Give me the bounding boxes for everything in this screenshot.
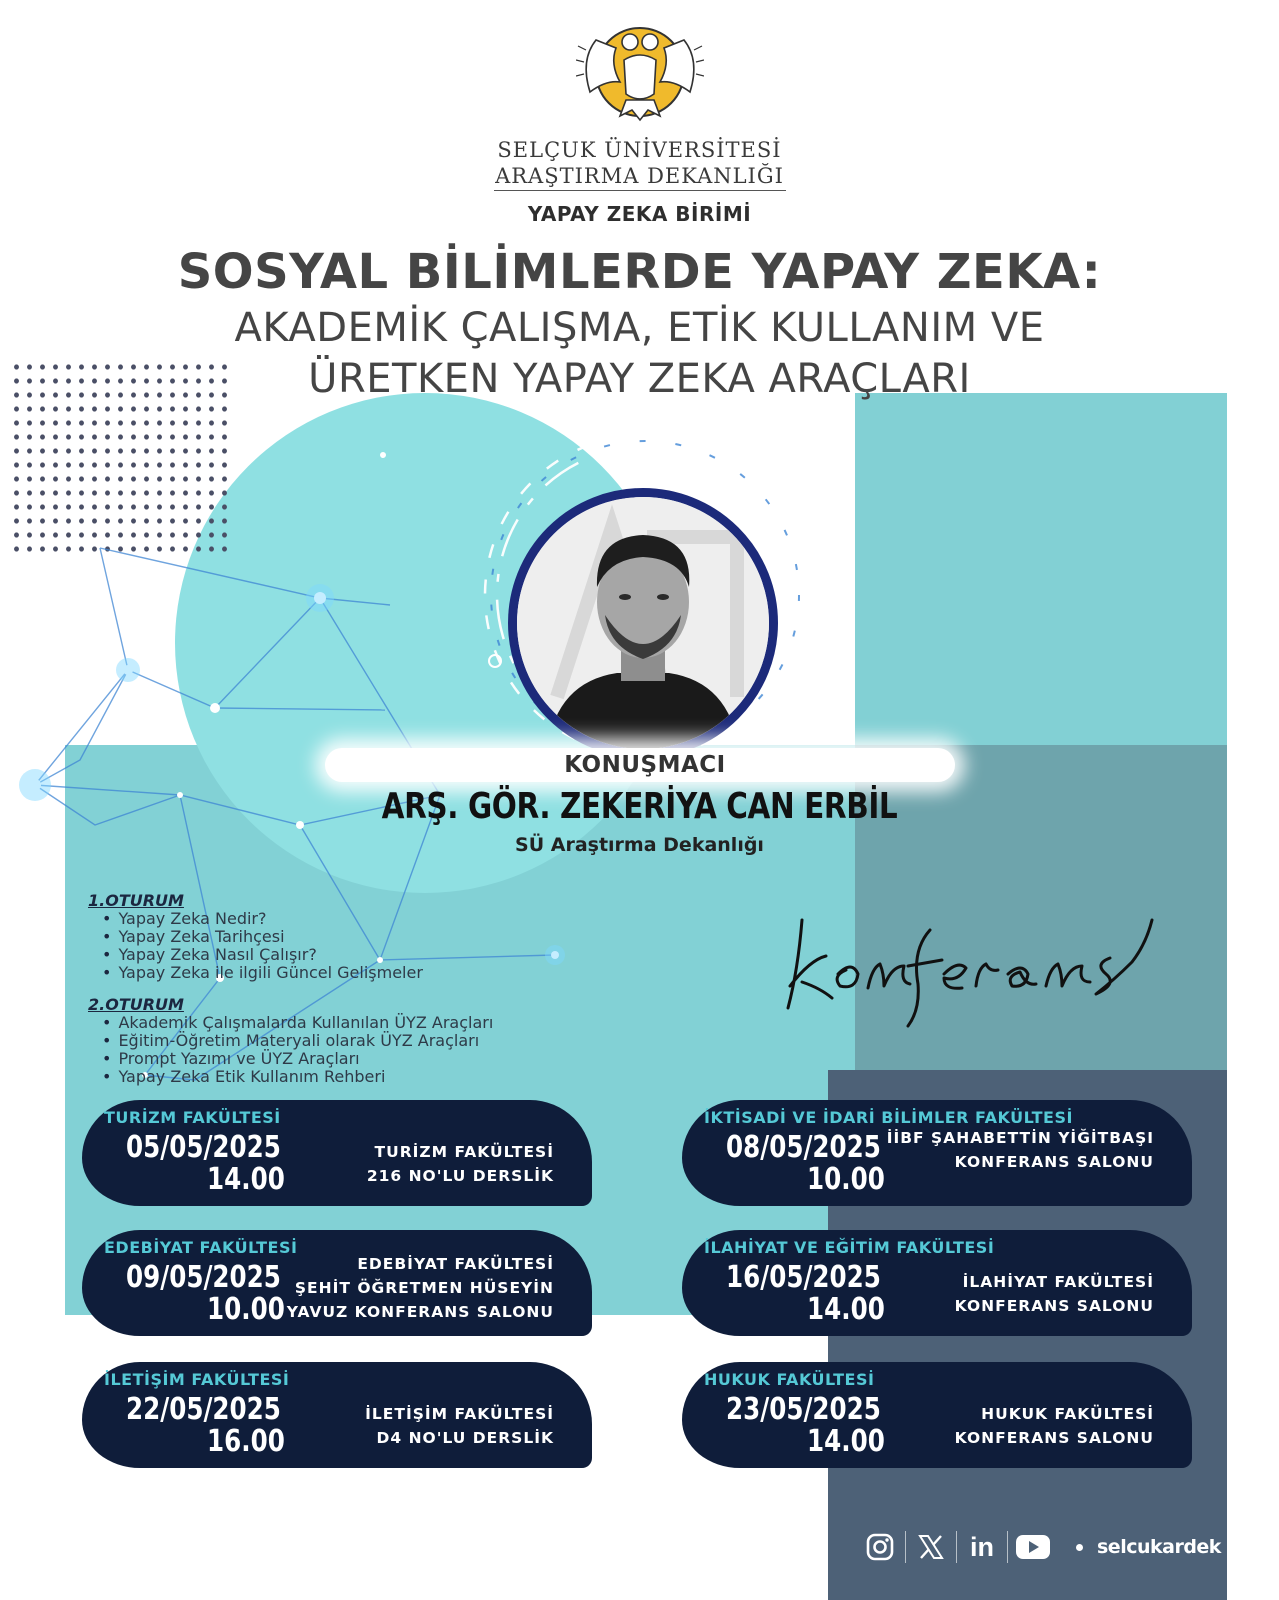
event-card-iletisim (82, 1362, 592, 1468)
event-venue (887, 1126, 1154, 1174)
venue-line: İLAHİYAT FAKÜLTESİ (962, 1273, 1154, 1291)
session-topic: • Yapay Zeka Etik Kullanım Rehberi (102, 1068, 493, 1086)
event-venue (367, 1140, 554, 1188)
session-topic: • Eğitim-Öğretim Materyali olarak ÜYZ Araçları (102, 1032, 493, 1050)
event-time: 10.00 (207, 1292, 285, 1327)
event-date: 09/05/2025 (126, 1260, 281, 1295)
session-topic: • Yapay Zeka Tarihçesi (102, 928, 423, 946)
event-date: 22/05/2025 (126, 1392, 281, 1427)
speaker-name: ARŞ. GÖR. ZEKERİYA CAN ERBİL (381, 786, 898, 827)
event-date: 05/05/2025 (126, 1130, 281, 1165)
event-time: 14.00 (207, 1162, 285, 1197)
header-divider (494, 190, 786, 191)
session-topic: • Akademik Çalışmalarda Kullanılan ÜYZ Araçları (102, 1014, 493, 1032)
venue-line: İİBF ŞAHABETTİN YİĞİTBAŞI (886, 1129, 1154, 1147)
session-title: 1.OTURUM (88, 891, 184, 910)
event-card-edebiyat (82, 1230, 592, 1336)
session-topic: • Prompt Yazımı ve ÜYZ Araçları (102, 1050, 493, 1068)
event-card-turizm (82, 1100, 592, 1206)
x-icon[interactable] (914, 1530, 948, 1564)
session-title: 2.OTURUM (88, 995, 184, 1014)
event-time: 14.00 (807, 1424, 885, 1459)
speaker-portrait (508, 488, 778, 758)
venue-line: D4 NO'LU DERSLİK (376, 1429, 554, 1447)
event-faculty: İLAHİYAT VE EĞİTİM FAKÜLTESİ (704, 1238, 995, 1257)
event-faculty: İKTİSADİ VE İDARİ BİLİMLER FAKÜLTESİ (704, 1108, 1073, 1127)
venue-line: KONFERANS SALONU (954, 1297, 1154, 1315)
social-dot-separator (1076, 1544, 1083, 1551)
social-separator (1007, 1531, 1008, 1563)
session-topic: • Yapay Zeka Nasıl Çalışır? (102, 946, 423, 964)
event-faculty: TURİZM FAKÜLTESİ (104, 1108, 281, 1127)
youtube-icon[interactable] (1016, 1530, 1050, 1564)
social-handle[interactable]: selcukardek (1097, 1536, 1221, 1558)
venue-line: YAVUZ KONFERANS SALONU (286, 1303, 554, 1321)
event-venue (287, 1252, 554, 1324)
event-time: 10.00 (807, 1162, 885, 1197)
event-card-hukuk (682, 1362, 1192, 1468)
linkedin-icon-text: in (970, 1531, 994, 1562)
unit-name: YAPAY ZEKA BİRİMİ (527, 202, 752, 226)
speaker-portrait-icon (517, 497, 769, 749)
event-faculty: EDEBİYAT FAKÜLTESİ (104, 1238, 298, 1257)
instagram-icon[interactable] (863, 1530, 897, 1564)
social-separator (956, 1531, 957, 1563)
event-venue (955, 1270, 1154, 1318)
venue-line: HUKUK FAKÜLTESİ (981, 1405, 1154, 1423)
speaker-affiliation: SÜ Araştırma Dekanlığı (515, 834, 764, 856)
session-topic: • Yapay Zeka ile ilgili Güncel Gelişmeler (102, 964, 423, 982)
event-venue (955, 1402, 1154, 1450)
event-time: 16.00 (207, 1424, 285, 1459)
event-card-ilahiyat (682, 1230, 1192, 1336)
event-card-iibf (682, 1100, 1192, 1206)
venue-line: KONFERANS SALONU (954, 1153, 1154, 1171)
social-media-bar (855, 1525, 1221, 1569)
event-faculty: HUKUK FAKÜLTESİ (704, 1370, 875, 1389)
event-time: 14.00 (807, 1292, 885, 1327)
speaker-role-label: KONUŞMACI (564, 752, 726, 778)
event-date: 08/05/2025 (726, 1130, 881, 1165)
venue-line: İLETİŞİM FAKÜLTESİ (365, 1405, 554, 1423)
venue-line: EDEBİYAT FAKÜLTESİ (357, 1255, 554, 1273)
venue-line: 216 NO'LU DERSLİK (366, 1167, 554, 1185)
event-title-line-3: ÜRETKEN YAPAY ZEKA ARAÇLARI (308, 356, 971, 402)
selcuk-double-headed-eagle-logo (576, 20, 704, 130)
social-separator (905, 1531, 906, 1563)
deanship-name: ARAŞTIRMA DEKANLIĞI (495, 164, 784, 188)
venue-line: TURİZM FAKÜLTESİ (374, 1143, 554, 1161)
venue-line: KONFERANS SALONU (954, 1429, 1154, 1447)
session-1 (88, 892, 423, 982)
session-2 (88, 996, 493, 1086)
event-date: 23/05/2025 (726, 1392, 881, 1427)
university-name: SELÇUK ÜNİVERSİTESİ (497, 138, 782, 162)
session-topic: • Yapay Zeka Nedir? (102, 910, 423, 928)
linkedin-icon[interactable] (965, 1530, 999, 1564)
event-venue (365, 1402, 554, 1450)
event-title-line-1: SOSYAL BİLİMLERDE YAPAY ZEKA: (177, 244, 1102, 300)
event-faculty: İLETİŞİM FAKÜLTESİ (104, 1370, 290, 1389)
venue-line: ŞEHİT ÖĞRETMEN HÜSEYİN (294, 1279, 554, 1297)
konferans-script-lettering (780, 890, 1160, 1030)
event-date: 16/05/2025 (726, 1260, 881, 1295)
event-title-line-2: AKADEMİK ÇALIŞMA, ETİK KULLANIM VE (234, 305, 1045, 351)
